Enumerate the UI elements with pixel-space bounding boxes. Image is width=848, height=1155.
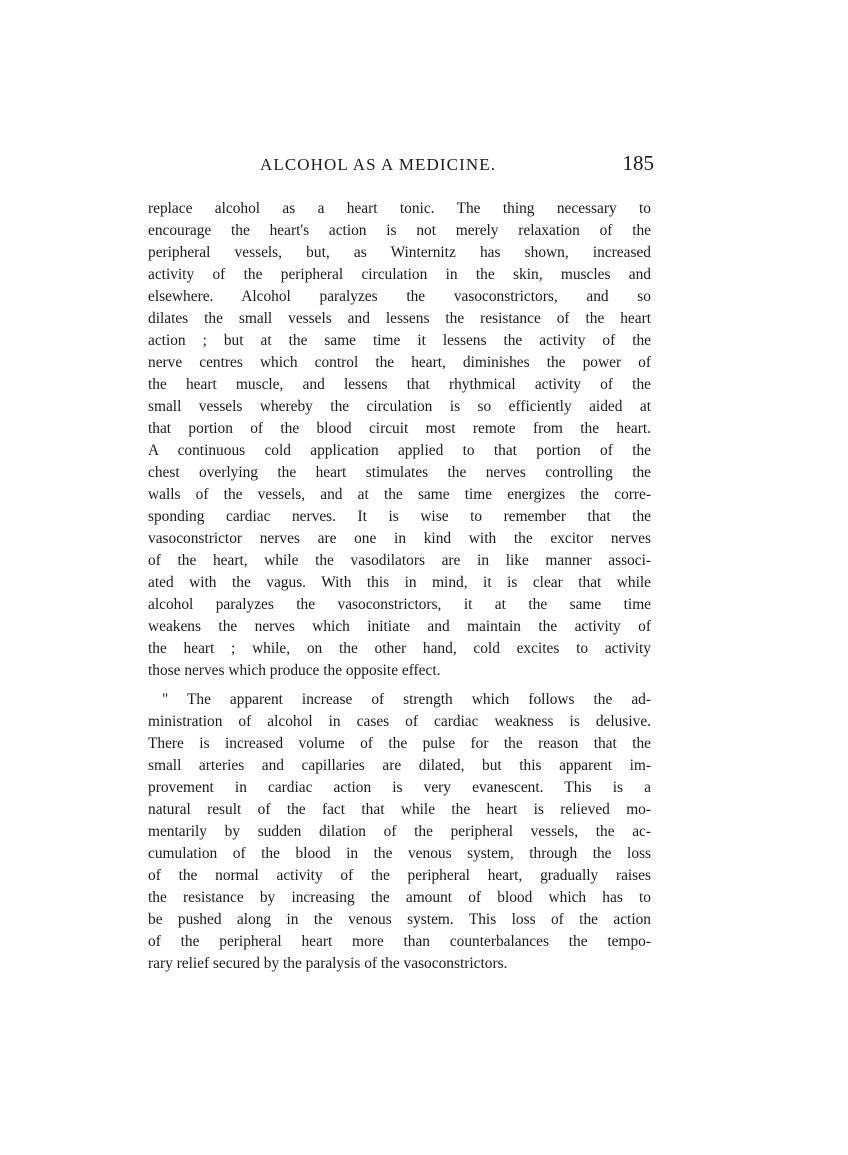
text-line: action ; but at the same time it lessens the activity of the: [148, 332, 651, 349]
text-line: peripheral vessels, but, as Winternitz has shown, increased: [148, 244, 651, 261]
text-line: of the heart, while the vasodilators are in like manner associ-: [148, 552, 651, 569]
text-line: nerve centres which control the heart, diminishes the power of: [148, 354, 651, 371]
text-line: provement in cardiac action is very evanescent. This is a: [148, 779, 651, 796]
text-line: be pushed along in the venous system. This loss of the action: [148, 911, 651, 928]
text-line: ated with the vagus. With this in mind, it is clear that while: [148, 574, 651, 591]
page-number: 185: [622, 151, 654, 175]
text-line: weakens the nerves which initiate and maintain the activity of: [148, 618, 651, 635]
text-line: small arteries and capillaries are dilated, but this apparent im-: [148, 757, 651, 774]
text-line: the heart muscle, and lessens that rhythmical activity of the: [148, 376, 651, 393]
running-head: [148, 152, 654, 178]
text-line: ministration of alcohol in cases of cardiac weakness is delusive.: [148, 713, 651, 730]
paragraph: [148, 198, 651, 682]
text-line: the heart ; while, on the other hand, cold excites to activity: [148, 640, 651, 657]
text-line: the resistance by increasing the amount of blood which has to: [148, 889, 651, 906]
text-line: There is increased volume of the pulse for the reason that the: [148, 735, 651, 752]
text-line: cumulation of the blood in the venous system, through the loss: [148, 845, 651, 862]
text-line: elsewhere. Alcohol paralyzes the vasoconstrictors, and so: [148, 288, 651, 305]
text-line: mentarily by sudden dilation of the peripheral vessels, the ac-: [148, 823, 651, 840]
text-line: A continuous cold application applied to that portion of the: [148, 442, 651, 459]
text-line: activity of the peripheral circulation in the skin, muscles and: [148, 266, 651, 283]
text-line: rary relief secured by the paralysis of the vasoconstrictors.: [148, 955, 508, 972]
text-line: of the normal activity of the peripheral heart, gradually raises: [148, 867, 651, 884]
text-line: small vessels whereby the circulation is so efficiently aided at: [148, 398, 651, 415]
text-line: dilates the small vessels and lessens the resistance of the heart: [148, 310, 651, 327]
text-line: sponding cardiac nerves. It is wise to remember that the: [148, 508, 651, 525]
text-line: natural result of the fact that while the heart is relieved mo-: [148, 801, 651, 818]
text-line: vasoconstrictor nerves are one in kind with the excitor nerves: [148, 530, 651, 547]
text-line: replace alcohol as a heart tonic. The thing necessary to: [148, 200, 651, 217]
text-line: walls of the vessels, and at the same time energizes the corre-: [148, 486, 651, 503]
paragraph-quotation: [148, 689, 651, 975]
running-title: ALCOHOL AS A MEDICINE.: [260, 155, 497, 174]
text-line: that portion of the blood circuit most remote from the heart.: [148, 420, 651, 437]
text-line: of the peripheral heart more than counterbalances the tempo-: [148, 933, 651, 950]
text-line: chest overlying the heart stimulates the nerves controlling the: [148, 464, 651, 481]
body-text: [148, 198, 651, 975]
text-line: encourage the heart's action is not merely relaxation of the: [148, 222, 651, 239]
text-line: those nerves which produce the opposite effect.: [148, 662, 441, 679]
text-line: " The apparent increase of strength which follows the ad-: [162, 691, 651, 708]
text-line: alcohol paralyzes the vasoconstrictors, it at the same time: [148, 596, 651, 613]
